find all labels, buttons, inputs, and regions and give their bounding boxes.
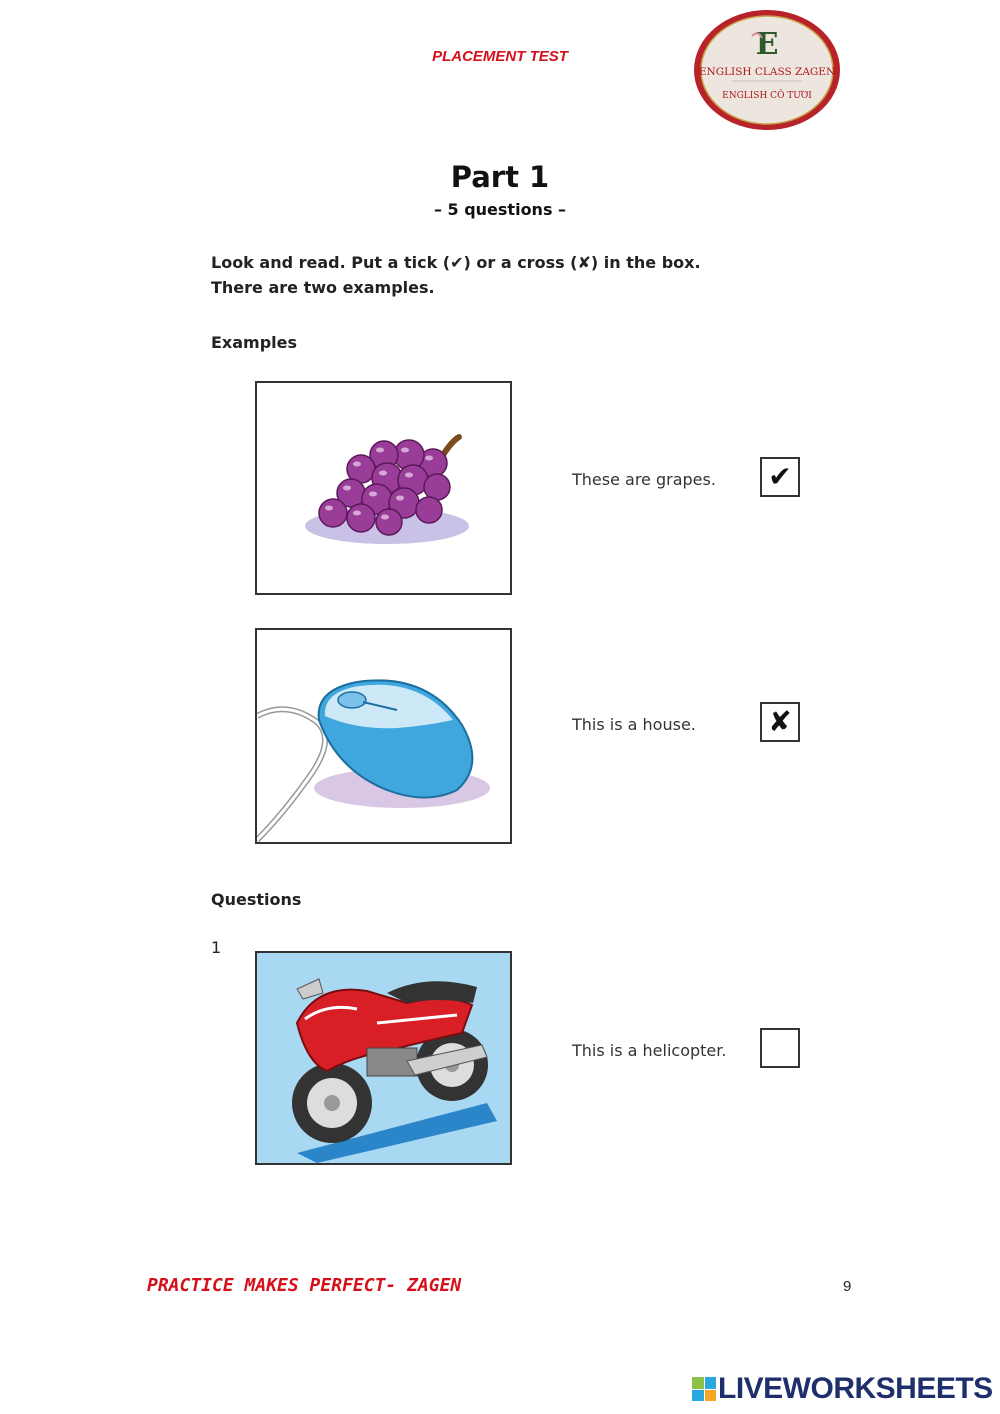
liveworksheets-wordmark: LIVEWORKSHEETS <box>718 1372 993 1405</box>
svg-text:ENGLISH CÔ TƯƠI: ENGLISH CÔ TƯƠI <box>722 91 812 101</box>
page-number: 9 <box>843 1278 852 1295</box>
instruction-line-2: There are two examples. <box>211 278 435 297</box>
instructions <box>211 250 701 300</box>
part-title: Part 1 <box>450 160 550 194</box>
liveworksheets-icon <box>692 1377 716 1401</box>
svg-text:E: E <box>755 27 779 62</box>
example-2-sentence: This is a house. <box>572 715 696 734</box>
example-1-answer-box[interactable]: ✔ <box>760 457 800 497</box>
motorbike-picture <box>255 951 512 1165</box>
example-2-answer-box[interactable]: ✘ <box>760 702 800 742</box>
placement-test-label: PLACEMENT TEST <box>432 48 568 65</box>
svg-text:ENGLISH CLASS ZAGEN: ENGLISH CLASS ZAGEN <box>698 66 836 78</box>
instruction-line-1: Look and read. Put a tick (✔) or a cross (✘) in the box. <box>211 253 701 272</box>
grapes-picture <box>255 381 512 595</box>
question-1-answer-box[interactable] <box>760 1028 800 1068</box>
example-1-sentence: These are grapes. <box>572 470 716 489</box>
liveworksheets-logo <box>692 1372 993 1406</box>
computer-mouse-picture <box>255 628 512 844</box>
questions-heading: Questions <box>211 890 302 909</box>
question-1-sentence: This is a helicopter. <box>572 1041 727 1060</box>
question-1-number: 1 <box>211 938 222 957</box>
examples-heading: Examples <box>211 333 298 352</box>
part-subtitle: – 5 questions – <box>433 200 567 219</box>
footer-slogan: PRACTICE MAKES PERFECT- ZAGEN <box>147 1275 462 1296</box>
english-class-zagen-seal <box>692 8 842 132</box>
